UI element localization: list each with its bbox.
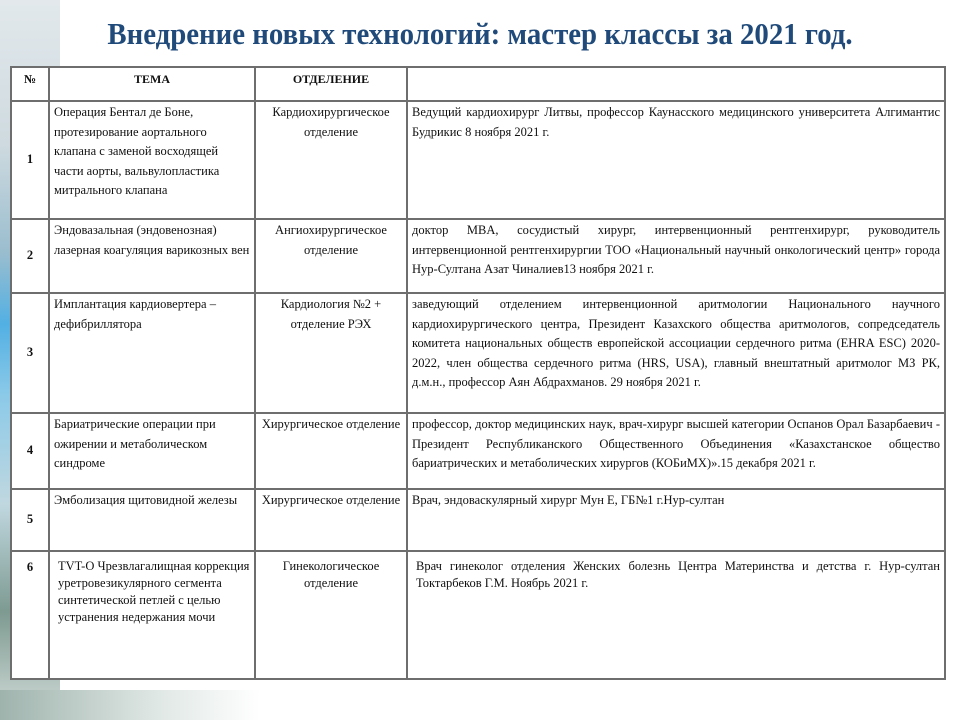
table-row: [11, 101, 945, 219]
page-title: Внедрение новых технологий: мастер классы за 2021 год.: [107, 16, 853, 51]
row-department: Хирургическое отделение: [255, 489, 407, 551]
row-description: доктор MBA, сосудистый хирург, интервенционный рентгенхирург, руководитель интервенционной рентгенхирургии ТОО «Национальный научный онкологический центр» города Нур-Султана Азат Чиналиев13 ноября 2021 г.: [407, 219, 945, 293]
row-topic: Эмболизация щитовидной железы: [49, 489, 255, 551]
row-topic: Имплантация кардиовертера – дефибриллятора: [49, 293, 255, 413]
table-row: [11, 219, 945, 293]
row-num: 3: [11, 293, 49, 413]
header-department: ОТДЕЛЕНИЕ: [255, 67, 407, 101]
header-num: №: [11, 67, 49, 101]
row-num: 1: [11, 101, 49, 219]
master-classes-table: [10, 66, 946, 680]
row-num: 2: [11, 219, 49, 293]
header-topic: ТЕМА: [49, 67, 255, 101]
table-row: [11, 551, 945, 679]
row-department: Хирургическое отделение: [255, 413, 407, 489]
table-row: [11, 489, 945, 551]
row-description: Врач, эндоваскулярный хирург Мун Е, ГБ№1 г.Нур-султан: [407, 489, 945, 551]
table-row: [11, 413, 945, 489]
row-num: 6: [11, 551, 49, 679]
row-description: профессор, доктор медицинских наук, врач-хирург высшей категории Оспанов Орал Базарбаевич - Президент Республиканского Общественного Объединения «Казахстанское общество бариатрических и метаболических хирургов (КОБиМХ)».15 декабря 2021 г.: [407, 413, 945, 489]
table-header-row: [11, 67, 945, 101]
row-topic: TVT-O Чрезвлагалищная коррекция уретровезикулярного сегмента синтетической петлей с целью устранения недержания мочи: [49, 551, 255, 679]
row-department: Гинекологическое отделение: [255, 551, 407, 679]
header-description: [407, 67, 945, 101]
row-department: Кардиохирургическое отделение: [255, 101, 407, 219]
row-department: Кардиология №2 + отделение РЭХ: [255, 293, 407, 413]
row-topic: Бариатрические операции при ожирении и метаболическом синдроме: [49, 413, 255, 489]
row-department: Ангиохирургическое отделение: [255, 219, 407, 293]
row-num: 5: [11, 489, 49, 551]
row-topic: Операция Бентал де Боне, протезирование аортального клапана с заменой восходящей части аорты, вальвулопластика митрального клапана: [49, 101, 255, 219]
row-description: заведующий отделением интервенционной аритмологии Национального научного кардиохирургического центра, Президент Казахского общества аритмологов, сопредседатель комитета национальных обществ европейской ассоциации сердечного ритма (EHRA ESC) 2020-2022, член общества сердечного ритма (HRS, USA), главный внештатный аритмолог МЗ РК, д.м.н., профессор Аян Абдрахманов. 29 ноября 2021 г.: [407, 293, 945, 413]
row-description: Врач гинеколог отделения Женских болезнь Центра Материнства и детства г. Нур-султан Токтарбеков Г.М. Ноябрь 2021 г.: [407, 551, 945, 679]
table-row: [11, 293, 945, 413]
background-decoration-bottom: [0, 690, 260, 720]
row-description: Ведущий кардиохирург Литвы, профессор Каунасского медицинского университета Алгимантис Будрикис 8 ноября 2021 г.: [407, 101, 945, 219]
row-topic: Эндовазальная (эндовенозная) лазерная коагуляция варикозных вен: [49, 219, 255, 293]
row-num: 4: [11, 413, 49, 489]
